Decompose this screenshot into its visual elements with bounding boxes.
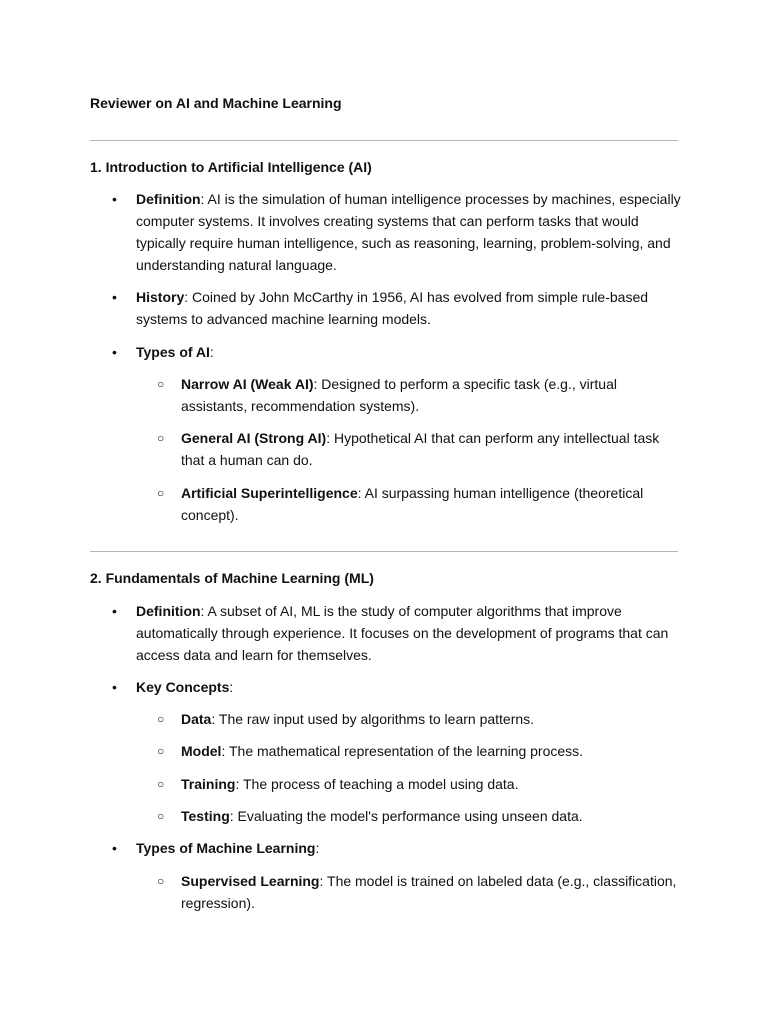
- circle-bullet-icon: ○: [157, 712, 165, 726]
- item-text: : A subset of AI, ML is the study of computer algorithms that improve automatically through experience. It focuses on the development of programs that can access data and learn for themselves.: [136, 603, 669, 663]
- circle-bullet-icon: ○: [157, 744, 165, 758]
- bullet-icon: •: [112, 679, 117, 695]
- item-term: Artificial Superintelligence: [181, 485, 358, 501]
- circle-bullet-icon: ○: [157, 777, 165, 791]
- circle-bullet-icon: ○: [157, 431, 165, 445]
- item-term: Supervised Learning: [181, 873, 320, 889]
- item-term: Testing: [181, 808, 230, 824]
- item-term: Key Concepts: [136, 679, 230, 695]
- item-text: : The process of teaching a model using data.: [235, 776, 519, 792]
- bullet-icon: •: [112, 191, 117, 207]
- document-title: Reviewer on AI and Machine Learning: [90, 95, 342, 111]
- list-item-ml-definition: [112, 600, 681, 666]
- sub-list-item-training: [157, 773, 679, 795]
- item-term: General AI (Strong AI): [181, 430, 327, 446]
- item-term: Training: [181, 776, 236, 792]
- circle-bullet-icon: ○: [157, 377, 165, 391]
- item-text: : The model is trained on labeled data (e.g., classification, regression).: [181, 873, 677, 911]
- circle-bullet-icon: ○: [157, 874, 165, 888]
- bullet-icon: •: [112, 603, 117, 619]
- sub-list-item-narrow-ai: [157, 373, 679, 417]
- sub-list-item-model: [157, 740, 679, 762]
- sub-list-item-general-ai: [157, 427, 679, 471]
- item-text: :: [209, 344, 214, 360]
- item-text: : Coined by John McCarthy in 1956, AI has evolved from simple rule-based systems to advanced machine learning models.: [136, 289, 649, 327]
- horizontal-divider: [90, 140, 678, 141]
- item-text: : AI is the simulation of human intelligence processes by machines, especially computer systems. It involves creating systems that can perform tasks that would typically require human intelligence, such as reasoning, learning, problem-solving, and understanding natural language.: [136, 191, 681, 273]
- item-term: History: [136, 289, 185, 305]
- item-text: :: [315, 840, 320, 856]
- horizontal-divider: [90, 551, 678, 552]
- sub-list-item-superintelligence: [157, 482, 679, 526]
- circle-bullet-icon: ○: [157, 486, 165, 500]
- item-term: Narrow AI (Weak AI): [181, 376, 314, 392]
- section-heading-ml: 2. Fundamentals of Machine Learning (ML): [90, 570, 374, 586]
- bullet-icon: •: [112, 840, 117, 856]
- item-text: : The mathematical representation of the learning process.: [221, 743, 584, 759]
- bullet-icon: •: [112, 344, 117, 360]
- item-term: Types of Machine Learning: [136, 840, 316, 856]
- item-text: : AI surpassing human intelligence (theoretical concept).: [181, 485, 644, 523]
- circle-bullet-icon: ○: [157, 809, 165, 823]
- item-text: : Hypothetical AI that can perform any intellectual task that a human can do.: [181, 430, 660, 468]
- item-text: : The raw input used by algorithms to learn patterns.: [211, 711, 535, 727]
- sub-list-item-data: [157, 708, 679, 730]
- item-term: Definition: [136, 191, 201, 207]
- section-heading-ai: 1. Introduction to Artificial Intelligence (AI): [90, 159, 372, 175]
- item-text: : Designed to perform a specific task (e.g., virtual assistants, recommendation systems).: [181, 376, 617, 414]
- item-term: Types of AI: [136, 344, 210, 360]
- bullet-icon: •: [112, 289, 117, 305]
- item-text: :: [229, 679, 234, 695]
- sub-list-item-testing: [157, 805, 679, 827]
- list-item-ai-definition: [112, 188, 681, 276]
- list-item-ai-types: [112, 341, 681, 363]
- list-item-ai-history: [112, 286, 681, 330]
- item-term: Data: [181, 711, 212, 727]
- item-term: Definition: [136, 603, 201, 619]
- list-item-ml-types: [112, 837, 681, 859]
- item-term: Model: [181, 743, 222, 759]
- item-text: : Evaluating the model's performance using unseen data.: [229, 808, 583, 824]
- list-item-key-concepts: [112, 676, 681, 698]
- sub-list-item-supervised: [157, 870, 679, 914]
